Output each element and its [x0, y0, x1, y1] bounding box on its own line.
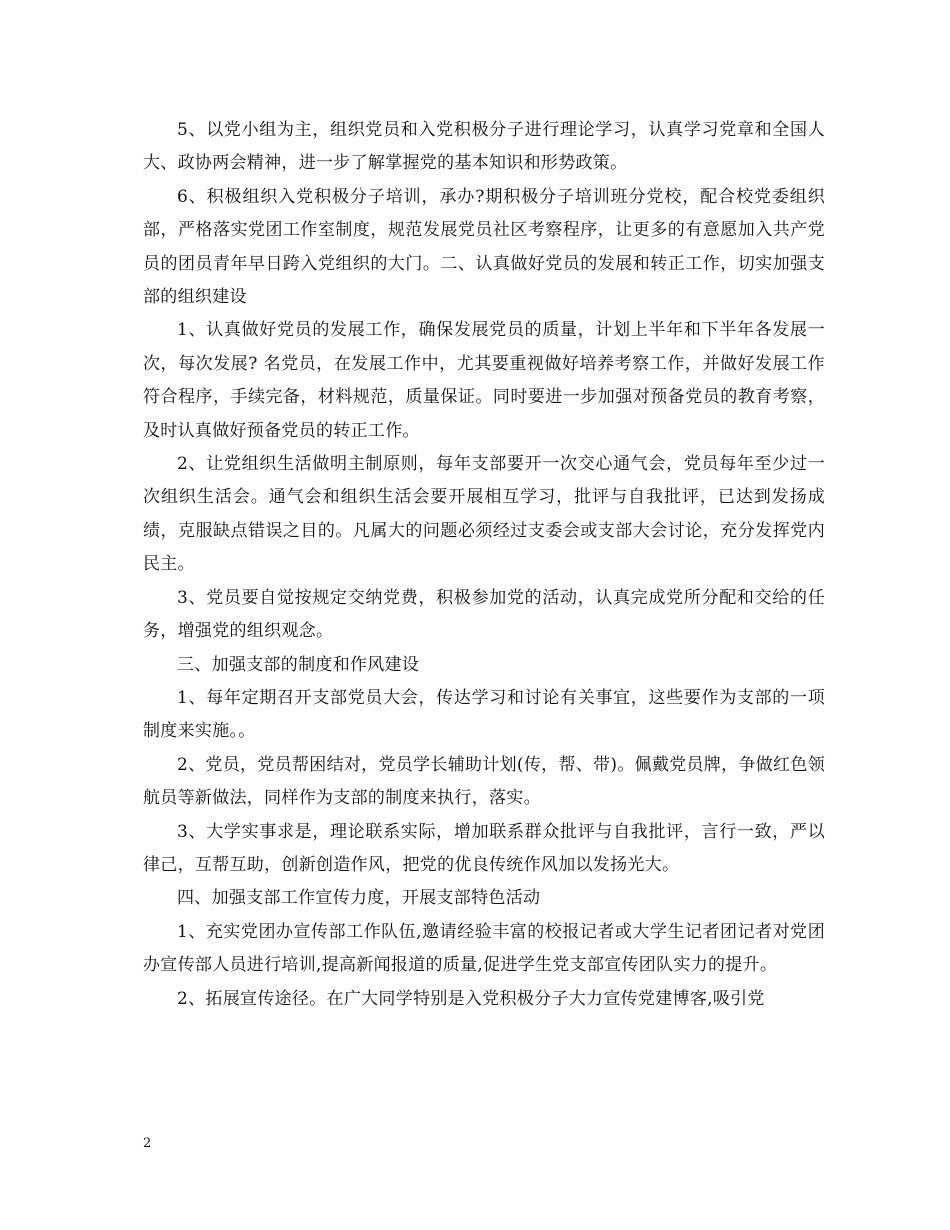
- section-heading-3: 三、加强支部的制度和作风建设: [177, 654, 420, 675]
- section-heading-4: 四、加强支部工作宣传力度，开展支部特色活动: [177, 888, 541, 909]
- paragraph-2: 6、积极组织入党积极分子培训，承办?期积极分子培训班分党校，配合校党委组织部，严格落实党团工作室制度，规范发展党员社区考察程序，让更多的有意愿加入共产党员的团员青年早日跨入党组织的大门。二、认真做好党员的发展和转正工作，切实加强支部的组织建设: [143, 186, 825, 308]
- paragraph-12: 2、拓展宣传途径。在广大同学特别是入党积极分子大力宣传党建博客,吸引党: [177, 988, 765, 1009]
- paragraph-5: 3、党员要自觉按规定交纳党费，积极参加党的活动，认真完成党所分配和交给的任务，增强党的组织观念。: [143, 587, 825, 642]
- paragraph-11: 1、充实党团办宣传部工作队伍,邀请经验丰富的校报记者或大学生记者团记者对党团办宣传部人员进行培训,提高新闻报道的质量,促进学生党支部宣传团队实力的提升。: [143, 921, 825, 976]
- paragraph-7: 1、每年定期召开支部党员大会，传达学习和讨论有关事宜，这些要作为支部的一项制度来实施。。: [143, 687, 825, 742]
- page-number: 2: [143, 1136, 152, 1151]
- paragraph-3: 1、认真做好党员的发展工作，确保发展党员的质量，计划上半年和下半年各发展一次，每次发展? 名党员，在发展工作中，尤其要重视做好培养考察工作，并做好发展工作符合程序，手续完备，材料规范，质量保证。同时要进一步加强对预备党员的教育考察，及时认真做好预备党员的转正工作。: [143, 320, 825, 441]
- paragraph-4: 2、让党组织生活做明主制原则，每年支部要开一次交心通气会，党员每年至少过一次组织生活会。通气会和组织生活会要开展相互学习，批评与自我批评，已达到发扬成绩，克服缺点错误之目的。凡属大的问题必须经过支委会或支部大会讨论，充分发挥党内民主。: [143, 454, 825, 575]
- paragraph-8: 2、党员，党员帮困结对，党员学长辅助计划(传，帮、带)。佩戴党员牌，争做红色领航员等新做法，同样作为支部的制度来执行，落实。: [143, 754, 825, 809]
- document-body: [143, 114, 825, 1016]
- paragraph-9: 3、大学实事求是，理论联系实际，增加联系群众批评与自我批评，言行一致，严以律己，互帮互助，创新创造作风，把党的优良传统作风加以发扬光大。: [143, 821, 825, 875]
- paragraph-1: 5、以党小组为主，组织党员和入党积极分子进行理论学习，认真学习党章和全国人大、政协两会精神，进一步了解掌握党的基本知识和形势政策。: [143, 120, 825, 174]
